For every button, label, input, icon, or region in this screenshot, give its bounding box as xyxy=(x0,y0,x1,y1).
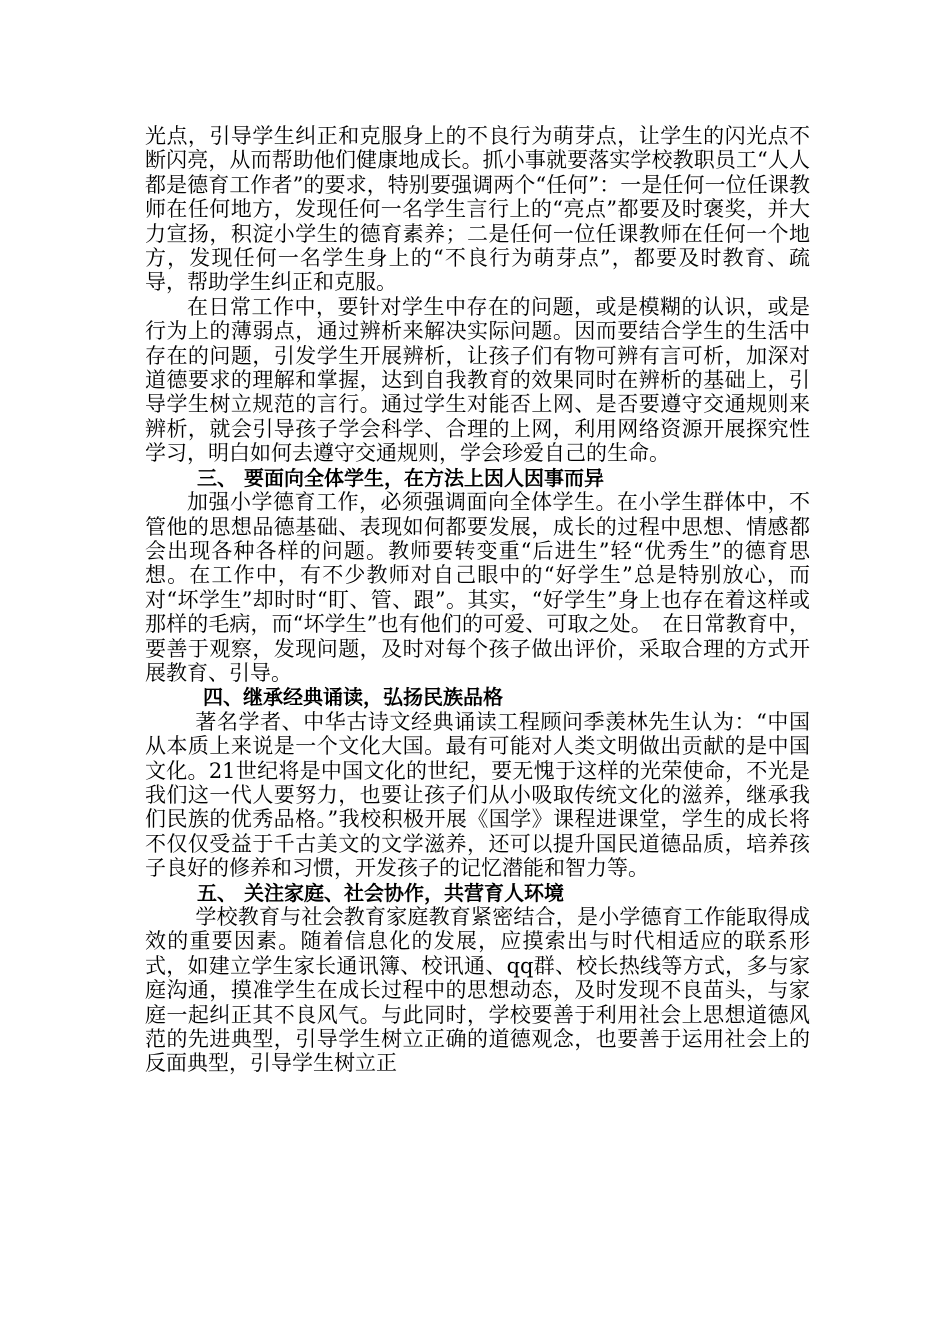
paragraph-2: 在日常工作中，要针对学生中存在的问题，或是模糊的认识，或是行为上的薄弱点，通过辨析来解决实际问题。因而要结合学生的生活中存在的问题，引发学生开展辨析，让孩子们有物可辨有言可析，加深对道德要求的理解和掌握，达到自我教育的效果同时在辨析的基础上，引导学生树立规范的言行。通过学生对能否上网、是否要遵守交通规则来辨析，就会引导孩子学会科学、合理的上网，利用网络资源开展探究性学习，明白如何去遵守交通规则，学会珍爱自己的生命。 xyxy=(145,294,810,466)
section-heading-5: 五、 关注家庭、社会协作，共营育人环境 xyxy=(197,880,564,905)
paragraph-3: 加强小学德育工作，必须强调面向全体学生。在小学生群体中，不管他的思想品德基础、表现如何都要发展，成长的过程中思想、情感都会出现各种各样的问题。教师要转变重“后进生”轻“优秀生”的德育思想。在工作中，有不少教师对自己眼中的“好学生”总是特别放心，而对“坏学生”却时时“盯、管、跟”。其实，“好学生”身上也存在着这样或那样的毛病，而“坏学生”也有他们的可爱、可取之处。 在日常教育中，要善于观察，发现问题，及时对每个孩子做出评价，采取合理的方式开展教育、引导。 xyxy=(145,490,810,685)
paragraph-4: 著名学者、中华古诗文经典诵读工程顾问季羡林先生认为：“中国从本质上来说是一个文化大国。最有可能对人类文明做出贡献的是中国文化。21世纪将是中国文化的世纪，要无愧于这样的光荣使命，不光是我们这一代人要努力，也要让孩子们从小吸取传统文化的滋养，继承我们民族的优秀品格。”我校积极开展《国学》课程进课堂，学生的成长将不仅仅受益于千古美文的文学滋养，还可以提升国民道德品质，培养孩子良好的修养和习惯，开发孩子的记忆潜能和智力等。 xyxy=(145,709,810,881)
paragraph-5: 学校教育与社会教育家庭教育紧密结合，是小学德育工作能取得成效的重要因素。随着信息化的发展，应摸索出与时代相适应的联系形式，如建立学生家长通讯簿、校讯通、qq群、校长热线等方式，多与家庭沟通，摸准学生在成长过程中的思想动态，及时发现不良苗头，与家庭一起纠正其不良风气。与此同时，学校要善于利用社会上思想道德风范的先进典型，引导学生树立正确的道德观念，也要善于运用社会上的反面典型，引导学生树立正 xyxy=(145,905,810,1076)
paragraph-1: 光点，引导学生纠正和克服身上的不良行为萌芽点，让学生的闪光点不断闪亮，从而帮助他们健康地成长。抓小事就要落实学校教职员工“人人都是德育工作者”的要求，特别要强调两个“任何”：一是任何一位任课教师在任何地方，发现任何一名学生言行上的“亮点”都要及时褒奖，并大力宣扬，积淀小学生的德育素养；二是任何一位任课教师在任何一个地方，发现任何一名学生身上的“不良行为萌芽点”，都要及时教育、疏导，帮助学生纠正和克服。 xyxy=(145,124,810,295)
section-heading-4: 四、继承经典诵读，弘扬民族品格 xyxy=(203,685,503,710)
document-page xyxy=(145,124,810,1076)
section-heading-3: 三、 要面向全体学生，在方法上因人因事而异 xyxy=(197,465,604,490)
